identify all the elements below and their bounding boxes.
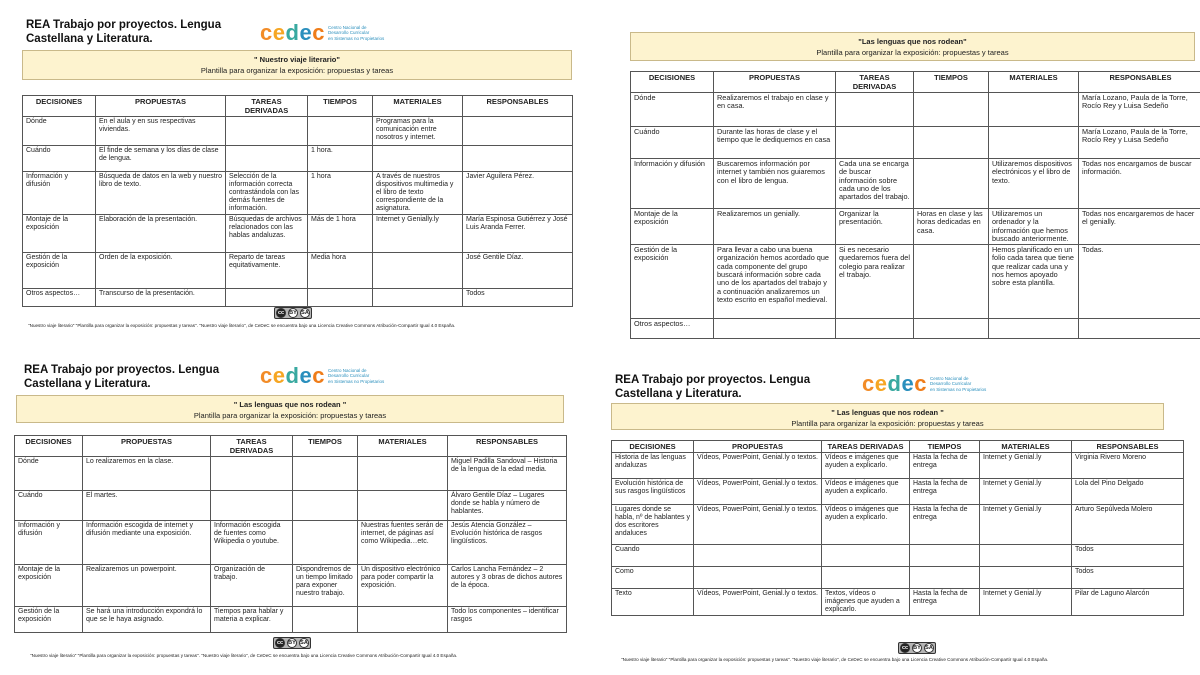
cell-tareas-derivadas: [836, 319, 914, 339]
table-body: [612, 453, 1184, 616]
cell-propuestas: Buscaremos información por internet y también nos guiaremos con el libro de lengua.: [714, 159, 836, 209]
cell-responsables: Todos: [463, 289, 573, 307]
column-header-tareas-derivadas: TAREAS DERIVADAS: [211, 436, 293, 457]
banner-subtitle: Plantilla para organizar la exposición: propuestas y tareas: [816, 48, 1009, 57]
table-row: [15, 607, 567, 633]
cell-materiales: Nuestras fuentes serán de internet, de páginas así como Wikipedia…etc.: [358, 521, 448, 565]
table-row: [631, 245, 1200, 319]
cell-propuestas: Información escogida de internet y difusión mediante una exposición.: [83, 521, 211, 565]
document-title: [615, 373, 810, 401]
cell-tareas-derivadas: [226, 146, 308, 172]
column-header-tiempos: TIEMPOS: [914, 72, 989, 93]
cell-decisiones: Montaje de la exposición: [15, 565, 83, 607]
cell-decisiones: Como: [612, 567, 694, 589]
cc-sa-icon: SA: [300, 640, 308, 646]
cell-materiales: [980, 567, 1072, 589]
template-banner: [611, 403, 1164, 430]
template-banner: [16, 395, 564, 423]
cell-propuestas: En el aula y en sus respectivas viviendas.: [96, 117, 226, 146]
cell-decisiones: Cuándo: [15, 491, 83, 521]
planning-table: [22, 95, 573, 307]
cell-responsables: Todas nos encargamos de buscar información.: [1079, 159, 1200, 209]
cell-tiempos: [910, 567, 980, 589]
template-banner: [22, 50, 572, 80]
column-header-decisiones: DECISIONES: [23, 96, 96, 117]
cell-decisiones: Evolución histórica de sus rasgos lingüísticos: [612, 479, 694, 505]
cc-icon: cc: [277, 310, 285, 316]
cell-materiales: Internet y Genial.ly: [980, 453, 1072, 479]
cell-tareas-derivadas: Búsquedas de archivos relacionados con las hablas andaluzas.: [226, 215, 308, 253]
planning-table: [14, 435, 567, 633]
column-header-tiempos: TIEMPOS: [293, 436, 358, 457]
cell-decisiones: Cuándo: [631, 127, 714, 159]
table-row: [15, 521, 567, 565]
cell-tiempos: 1 hora: [308, 172, 373, 215]
cell-responsables: [1079, 319, 1200, 339]
document-title-line2: Castellana y Literatura.: [24, 378, 151, 390]
cell-propuestas: Vídeos, PowerPoint, Genial.ly o textos.: [694, 505, 822, 545]
cell-tareas-derivadas: [836, 93, 914, 127]
table-row: [631, 209, 1200, 245]
cc-icon: cc: [901, 645, 909, 651]
template-banner: [630, 32, 1195, 61]
cell-responsables: [463, 117, 573, 146]
cell-tiempos: [914, 319, 989, 339]
cell-responsables: Arturo Sepúlveda Molero: [1072, 505, 1184, 545]
banner-title: " Las lenguas que nos rodean ": [831, 408, 944, 417]
banner-subtitle: Plantilla para organizar la exposición: propuestas y tareas: [791, 419, 984, 428]
cell-tareas-derivadas: [836, 127, 914, 159]
cedec-logo-word: cedec: [260, 363, 325, 388]
column-header-materiales: MATERIALES: [358, 436, 448, 457]
document-panel-lenguas-que-nos-rodean-3: [605, 368, 1185, 668]
cell-tareas-derivadas: Cada una se encarga de buscar información sobre cada uno de los apartados del trabajo.: [836, 159, 914, 209]
cell-tiempos: Más de 1 hora: [308, 215, 373, 253]
cell-decisiones: Lugares donde se habla, nº de hablantes y dos escritores andaluces: [612, 505, 694, 545]
table-row: [23, 253, 573, 289]
cell-propuestas: Orden de la exposición.: [96, 253, 226, 289]
cell-decisiones: Dónde: [631, 93, 714, 127]
cell-responsables: Todas.: [1079, 245, 1200, 319]
column-header-materiales: MATERIALES: [989, 72, 1079, 93]
banner-subtitle: Plantilla para organizar la exposición: propuestas y tareas: [200, 66, 394, 75]
cell-tiempos: Media hora: [308, 253, 373, 289]
cell-decisiones: Montaje de la exposición: [23, 215, 96, 253]
cell-propuestas: El martes.: [83, 491, 211, 521]
cell-propuestas: [714, 319, 836, 339]
cell-tareas-derivadas: Selección de la información correcta contrastándola con las demás fuentes de información.: [226, 172, 308, 215]
cell-materiales: [373, 253, 463, 289]
cell-tiempos: Hasta la fecha de entrega: [910, 589, 980, 616]
document-title: [26, 18, 221, 46]
creative-commons-badge: [898, 642, 936, 654]
cell-materiales: [373, 289, 463, 307]
cell-propuestas: Durante las horas de clase y el tiempo que le dediquemos en casa: [714, 127, 836, 159]
column-header-tiempos: TIEMPOS: [910, 441, 980, 453]
cell-materiales: [989, 319, 1079, 339]
table-row: [612, 505, 1184, 545]
cell-decisiones: Información y difusión: [23, 172, 96, 215]
document-panel-nuestro-viaje-literario: [20, 10, 575, 335]
cell-propuestas: Vídeos, PowerPoint, Genial.ly o textos.: [694, 479, 822, 505]
document-panel-lenguas-que-nos-rodean-2: [10, 360, 570, 665]
cell-materiales: [980, 545, 1072, 567]
cell-decisiones: Cuando: [612, 545, 694, 567]
cell-materiales: [358, 607, 448, 633]
cc-by-icon: BY: [288, 640, 296, 646]
table-row: [631, 127, 1200, 159]
cell-materiales: Programas para la comunicación entre nosotros y internet.: [373, 117, 463, 146]
cell-tiempos: [293, 607, 358, 633]
table-row: [15, 457, 567, 491]
cell-materiales: [358, 491, 448, 521]
cell-propuestas: Vídeos, PowerPoint, Genial.ly o textos.: [694, 453, 822, 479]
license-footer: "Nuestro viaje literario" "Plantilla para organizar la exposición: propuestas y tareas". "Nuestro viaje literario", de CeDeC se encuentra bajo una Licencia Creative Commons Atribución-Compartir Igual 4.0 España.: [28, 323, 456, 328]
table-row: [612, 545, 1184, 567]
table-row: [631, 319, 1200, 339]
cell-propuestas: Realizaremos el trabajo en clase y en casa.: [714, 93, 836, 127]
cell-responsables: María Espinosa Gutiérrez y José Luis Aranda Ferrer.: [463, 215, 573, 253]
table-row: [15, 491, 567, 521]
column-header-tareas-derivadas: TAREAS DERIVADAS: [226, 96, 308, 117]
table-header-row: [631, 72, 1200, 93]
cell-tareas-derivadas: [211, 457, 293, 491]
cell-materiales: Internet y Genially.ly: [373, 215, 463, 253]
document-title-line1: REA Trabajo por proyectos. Lengua: [615, 374, 811, 386]
cell-materiales: Utilizaremos un ordenador y la información que hemos buscado anteriormente.: [989, 209, 1079, 245]
table-body: [15, 457, 567, 633]
cell-tareas-derivadas: Tiempos para hablar y materia a explicar.: [211, 607, 293, 633]
table-body: [631, 93, 1200, 339]
cc-sa-icon: SA: [301, 310, 309, 316]
column-header-propuestas: PROPUESTAS: [96, 96, 226, 117]
cc-sa-icon: SA: [925, 645, 933, 651]
cell-tiempos: Hasta la fecha de entrega: [910, 453, 980, 479]
banner-title: " Nuestro viaje literario": [254, 55, 340, 64]
document-title-line1: REA Trabajo por proyectos. Lengua: [24, 364, 220, 376]
column-header-propuestas: PROPUESTAS: [714, 72, 836, 93]
document-title: [24, 363, 219, 391]
cell-responsables: Todos: [1072, 545, 1184, 567]
cell-tareas-derivadas: [822, 567, 910, 589]
cedec-logo-word: cedec: [260, 20, 325, 45]
table-row: [23, 146, 573, 172]
cell-propuestas: Elaboración de la presentación.: [96, 215, 226, 253]
cell-materiales: A través de nuestros dispositivos multimedia y el libro de texto correspondiente de la asignatura.: [373, 172, 463, 215]
cell-propuestas: [694, 567, 822, 589]
cell-decisiones: Montaje de la exposición: [631, 209, 714, 245]
column-header-decisiones: DECISIONES: [612, 441, 694, 453]
cedec-logo: [862, 373, 988, 395]
table-row: [631, 93, 1200, 127]
cell-decisiones: Gestión de la exposición: [15, 607, 83, 633]
cell-materiales: [358, 457, 448, 491]
cell-tareas-derivadas: Vídeos e imágenes que ayuden a explicarlo.: [822, 453, 910, 479]
cell-tareas-derivadas: Organización de trabajo.: [211, 565, 293, 607]
cell-tiempos: Hasta la fecha de entrega: [910, 505, 980, 545]
column-header-propuestas: PROPUESTAS: [694, 441, 822, 453]
table-row: [612, 453, 1184, 479]
cell-tiempos: [293, 521, 358, 565]
cell-tareas-derivadas: Reparto de tareas equitativamente.: [226, 253, 308, 289]
license-footer: "Nuestro viaje literario" "Plantilla para organizar la exposición: propuestas y tareas". "Nuestro viaje literario", de CeDeC se encuentra bajo una Licencia Creative Commons Atribución-Compartir Igual 4.0 España.: [621, 657, 1049, 662]
cell-tiempos: Dispondremos de un tiempo limitado para exponer nuestro trabajo.: [293, 565, 358, 607]
column-header-tareas-derivadas: TAREAS DERIVADAS: [822, 441, 910, 453]
cell-decisiones: Dónde: [15, 457, 83, 491]
cell-responsables: Jesús Atencia González – Evolución histórica de rasgos lingüísticos.: [448, 521, 567, 565]
cell-tiempos: [914, 245, 989, 319]
cell-responsables: Álvaro Gentile Díaz – Lugares donde se habla y número de hablantes.: [448, 491, 567, 521]
cell-propuestas: Se hará una introducción expondrá lo que se le haya asignado.: [83, 607, 211, 633]
cell-propuestas: Vídeos, PowerPoint, Genial.ly o textos.: [694, 589, 822, 616]
table-row: [612, 589, 1184, 616]
table-body: [23, 117, 573, 307]
cell-materiales: Internet y Genial.ly: [980, 505, 1072, 545]
cell-tareas-derivadas: Si es necesario quedaremos fuera del colegio para realizar el trabajo.: [836, 245, 914, 319]
cell-decisiones: Dónde: [23, 117, 96, 146]
table-row: [23, 289, 573, 307]
table-row: [612, 479, 1184, 505]
cedec-logo: [260, 365, 386, 387]
cc-icon: cc: [276, 640, 284, 646]
cell-decisiones: Información y difusión: [631, 159, 714, 209]
table-row: [23, 215, 573, 253]
cell-tareas-derivadas: [822, 545, 910, 567]
cell-materiales: [989, 93, 1079, 127]
cell-responsables: José Gentile Díaz.: [463, 253, 573, 289]
column-header-tiempos: TIEMPOS: [308, 96, 373, 117]
cell-materiales: [373, 146, 463, 172]
table-row: [23, 117, 573, 146]
cell-tiempos: [308, 289, 373, 307]
cell-tiempos: [293, 491, 358, 521]
cell-decisiones: Historia de las lenguas andaluzas: [612, 453, 694, 479]
cell-materiales: Hemos planificado en un folio cada tarea que tiene que realizar cada una y nos hemos apoyado sobre esta plantilla.: [989, 245, 1079, 319]
column-header-materiales: MATERIALES: [980, 441, 1072, 453]
cell-responsables: [463, 146, 573, 172]
cell-responsables: Todos: [1072, 567, 1184, 589]
document-panel-lenguas-que-nos-rodean-1: [625, 27, 1200, 355]
cell-tareas-derivadas: [211, 491, 293, 521]
column-header-responsables: RESPONSABLES: [1079, 72, 1200, 93]
cell-tiempos: [293, 457, 358, 491]
table-row: [23, 172, 573, 215]
planning-table: [630, 71, 1200, 339]
cell-tiempos: [914, 93, 989, 127]
cell-propuestas: [694, 545, 822, 567]
cell-tareas-derivadas: Textos, vídeos o imágenes que ayuden a explicarlo.: [822, 589, 910, 616]
column-header-responsables: RESPONSABLES: [1072, 441, 1184, 453]
column-header-propuestas: PROPUESTAS: [83, 436, 211, 457]
cc-by-icon: BY: [913, 645, 921, 651]
creative-commons-badge: [274, 307, 312, 319]
column-header-decisiones: DECISIONES: [15, 436, 83, 457]
cell-materiales: Internet y Genial.ly: [980, 589, 1072, 616]
cell-materiales: Internet y Genial.ly: [980, 479, 1072, 505]
cell-tiempos: 1 hora.: [308, 146, 373, 172]
table-row: [631, 159, 1200, 209]
cell-tareas-derivadas: Información escogida de fuentes como Wikipedia o youtube.: [211, 521, 293, 565]
table-header-row: [15, 436, 567, 457]
cell-responsables: Miguel Padilla Sandoval – Historia de la lengua de la edad media.: [448, 457, 567, 491]
cell-propuestas: Realizaremos un genially.: [714, 209, 836, 245]
table-header-row: [612, 441, 1184, 453]
column-header-materiales: MATERIALES: [373, 96, 463, 117]
banner-subtitle: Plantilla para organizar la exposición: propuestas y tareas: [193, 411, 387, 420]
cc-by-icon: BY: [289, 310, 297, 316]
column-header-responsables: RESPONSABLES: [463, 96, 573, 117]
column-header-tareas-derivadas: TAREAS DERIVADAS: [836, 72, 914, 93]
cell-propuestas: Para llevar a cabo una buena organización hemos acordado que cada componente del grupo buscará información sobre cada uno de los apartados del trabajo y a continuación analizaremos un texto escrito en español medieval.: [714, 245, 836, 319]
cell-decisiones: Cuándo: [23, 146, 96, 172]
table-header-row: [23, 96, 573, 117]
banner-title: "Las lenguas que nos rodean": [858, 37, 967, 46]
cedec-logo-word: cedec: [862, 371, 927, 396]
document-title-line2: Castellana y Literatura.: [615, 388, 742, 400]
cell-responsables: Virginia Rivero Moreno: [1072, 453, 1184, 479]
cell-tareas-derivadas: Vídeos o imágenes que ayuden a explicarlo.: [822, 505, 910, 545]
cell-decisiones: Otros aspectos…: [631, 319, 714, 339]
cell-responsables: Pilar de Laguno Alarcón: [1072, 589, 1184, 616]
creative-commons-badge: [273, 637, 311, 649]
cell-tareas-derivadas: [226, 117, 308, 146]
cell-responsables: María Lozano, Paula de la Torre, Rocío Rey y Luisa Sedeño: [1079, 93, 1200, 127]
cell-propuestas: Búsqueda de datos en la web y nuestro libro de texto.: [96, 172, 226, 215]
document-title-line1: REA Trabajo por proyectos. Lengua: [26, 19, 222, 31]
cell-propuestas: Transcurso de la presentación.: [96, 289, 226, 307]
column-header-decisiones: DECISIONES: [631, 72, 714, 93]
cell-propuestas: Realizaremos un powerpoint.: [83, 565, 211, 607]
cedec-logo-subtitle: Centro Nacional de Desarrollo Curricular en Sistemas no Propietarios: [929, 375, 987, 392]
column-header-responsables: RESPONSABLES: [448, 436, 567, 457]
cell-responsables: María Lozano, Paula de la Torre, Rocío Rey y Luisa Sedeño: [1079, 127, 1200, 159]
cell-propuestas: El finde de semana y los días de clase de lengua.: [96, 146, 226, 172]
cell-responsables: Todo los componentes – identificar rasgos: [448, 607, 567, 633]
cell-decisiones: Información y difusión: [15, 521, 83, 565]
cedec-logo-subtitle: Centro Nacional de Desarrollo Curricular en Sistemas no Propietarios: [327, 367, 385, 384]
cell-tiempos: [910, 545, 980, 567]
cell-decisiones: Texto: [612, 589, 694, 616]
license-footer: "Nuestro viaje literario" "Plantilla para organizar la exposición: propuestas y tareas". "Nuestro viaje literario", de CeDeC se encuentra bajo una Licencia Creative Commons Atribución-Compartir Igual 4.0 España.: [30, 653, 458, 658]
cell-materiales: [989, 127, 1079, 159]
table-row: [612, 567, 1184, 589]
cell-tiempos: [914, 127, 989, 159]
cell-tareas-derivadas: Vídeos e imágenes que ayuden a explicarlo.: [822, 479, 910, 505]
cell-materiales: Utilizaremos dispositivos electrónicos y el libro de texto.: [989, 159, 1079, 209]
cell-responsables: Todas nos encargaremos de hacer el genially.: [1079, 209, 1200, 245]
cell-decisiones: Gestión de la exposición: [23, 253, 96, 289]
cell-tiempos: Horas en clase y las horas dedicadas en casa.: [914, 209, 989, 245]
planning-table: [611, 440, 1184, 616]
cell-tareas-derivadas: Organizar la presentación.: [836, 209, 914, 245]
cell-decisiones: Gestión de la exposición: [631, 245, 714, 319]
cell-tiempos: [914, 159, 989, 209]
table-row: [15, 565, 567, 607]
document-title-line2: Castellana y Literatura.: [26, 33, 153, 45]
cell-materiales: Un dispositivo electrónico para poder compartir la exposición.: [358, 565, 448, 607]
cell-responsables: Carlos Lancha Fernández – 2 autores y 3 obras de dichos autores de la época.: [448, 565, 567, 607]
cell-tiempos: [308, 117, 373, 146]
cell-responsables: Lola del Pino Delgado: [1072, 479, 1184, 505]
cell-propuestas: Lo realizaremos en la clase.: [83, 457, 211, 491]
cedec-logo-subtitle: Centro Nacional de Desarrollo Curricular en Sistemas no Propietarios: [327, 24, 385, 41]
cell-responsables: Javier Aguilera Pérez.: [463, 172, 573, 215]
cell-tiempos: Hasta la fecha de entrega: [910, 479, 980, 505]
cedec-logo: [260, 22, 386, 44]
cell-decisiones: Otros aspectos…: [23, 289, 96, 307]
cell-tareas-derivadas: [226, 289, 308, 307]
banner-title: " Las lenguas que nos rodean ": [233, 400, 347, 409]
